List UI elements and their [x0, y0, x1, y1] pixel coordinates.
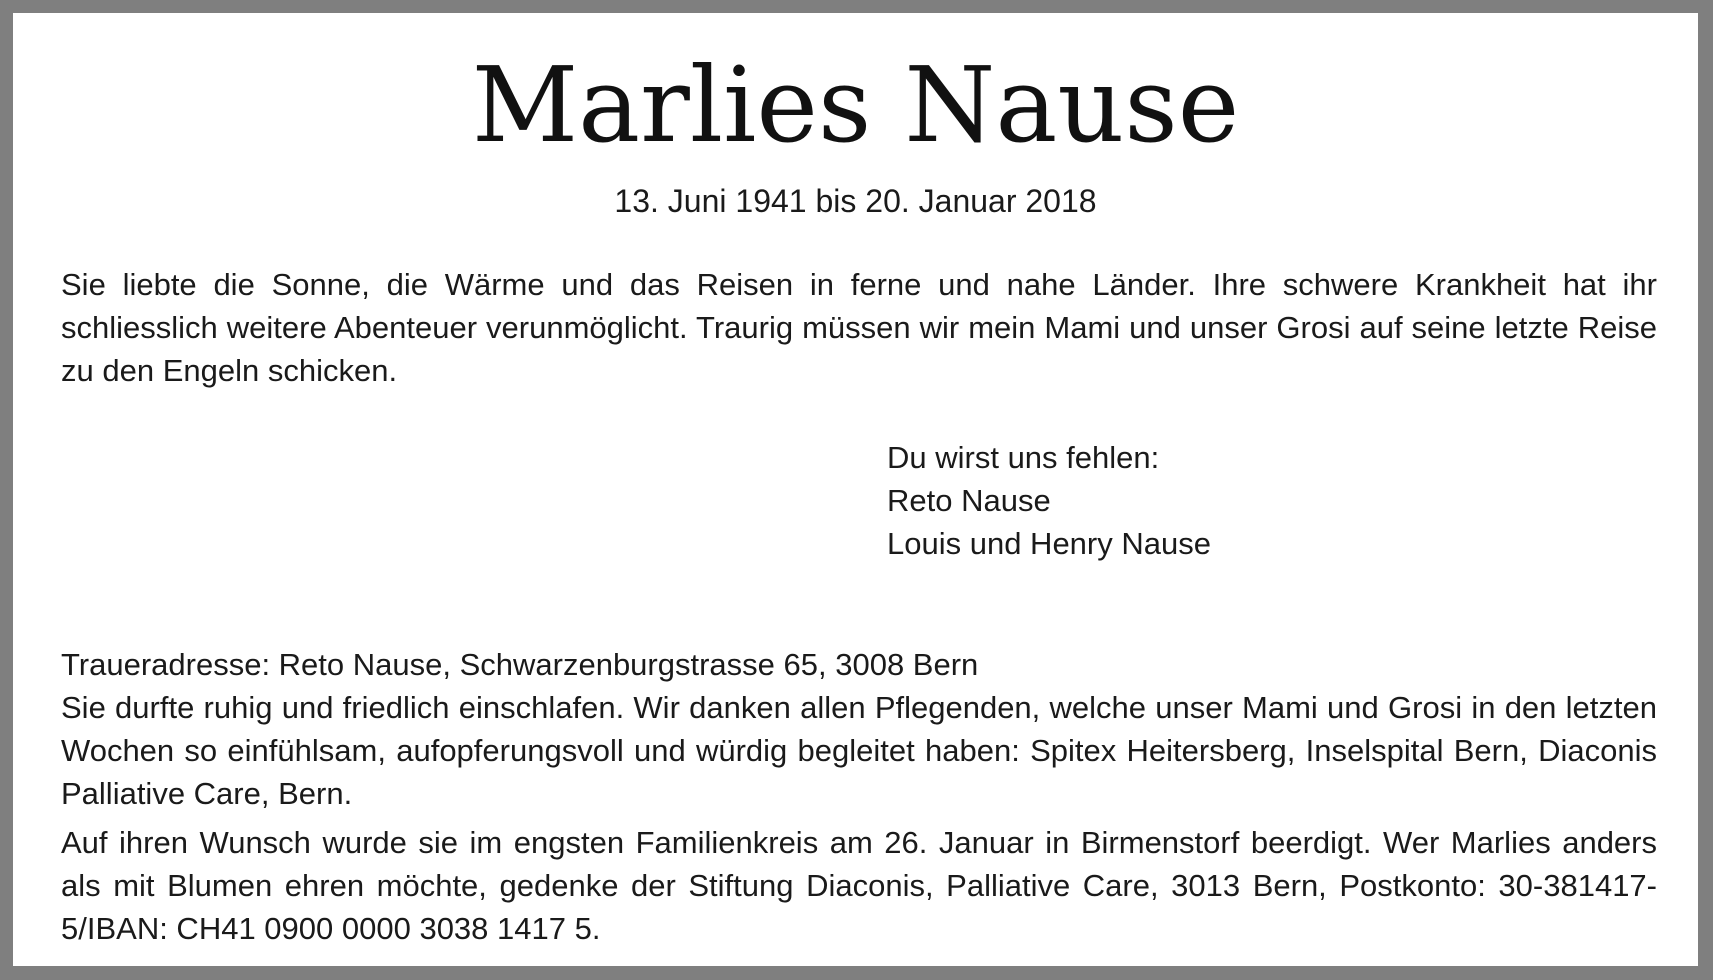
signoff-block — [887, 436, 1211, 565]
life-dates: 13. Juni 1941 bis 20. Januar 2018 — [614, 183, 1097, 219]
intro-paragraph: Sie liebte die Sonne, die Wärme und das Reisen in ferne und nahe Länder. Ihre schwere Krankheit hat ihr schliesslich weitere Abenteuer verunmöglicht. Traurig müssen wir mein Mami und unser Grosi auf seine letzte Reise zu den Engeln schicken. — [61, 267, 1657, 388]
signoff-heading: Du wirst uns fehlen: — [887, 440, 1160, 475]
mourning-address: Traueradresse: Reto Nause, Schwarzenburgstrasse 65, 3008 Bern — [61, 647, 979, 682]
funeral-paragraph: Auf ihren Wunsch wurde sie im engsten Familienkreis am 26. Januar in Birmenstorf beerdigt. Wer Marlies anders als mit Blumen ehren möchte, gedenke der Stiftung Diaconis, Palliative Care, 3013 Bern, Postkonto: 30-381417-5/IBAN: CH41 0900 0000 3038 1417 5. — [61, 825, 1657, 946]
signoff-name: Louis und Henry Nause — [887, 526, 1211, 561]
deceased-name: Marlies Nause — [471, 44, 1240, 166]
obituary-notice — [13, 13, 1698, 966]
thanks-paragraph: Sie durfte ruhig und friedlich einschlafen. Wir danken allen Pflegenden, welche unser Mami und Grosi in den letzten Wochen so einfühlsam, aufopferungsvoll und würdig begleitet haben: Spitex Heitersberg, Inselspital Bern, Diaconis Palliative Care, Bern. — [61, 690, 1657, 811]
signoff-name: Reto Nause — [887, 483, 1051, 518]
